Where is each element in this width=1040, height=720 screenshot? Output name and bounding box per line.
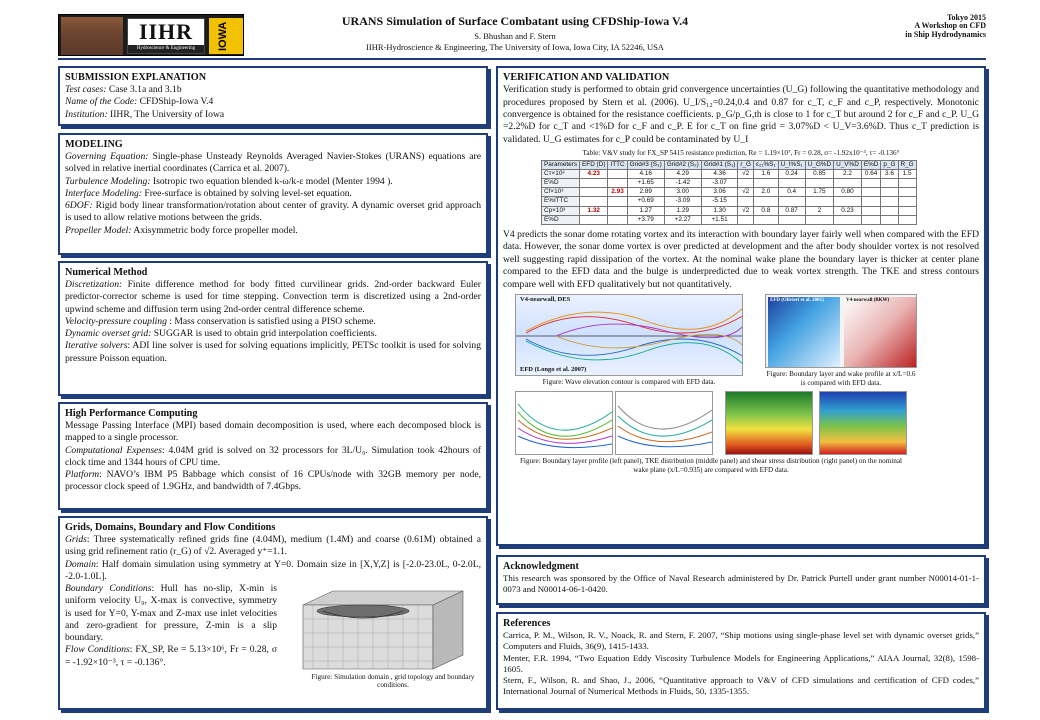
table-cell xyxy=(898,206,916,215)
platform-text: : NAVO’s IBM P5 Babbage which consist of 16 CPUs/node with 32GB memory per node, processor clock speed of 1.9GHz, and bandwidth of 7.4Gbps. xyxy=(65,469,481,493)
table-row xyxy=(542,188,917,197)
tke-figure xyxy=(615,391,713,455)
acknowledgment-heading: Acknowledgment xyxy=(503,561,579,572)
test-cases-label: Test cases: xyxy=(65,84,107,96)
modeling-heading: MODELING xyxy=(65,139,123,150)
table-cell: 4.36 xyxy=(701,169,738,178)
table-row xyxy=(542,169,917,178)
table-cell: Cт×10³ xyxy=(542,169,580,178)
building-photo xyxy=(61,17,123,55)
vv-header-cell: p_G xyxy=(881,160,898,169)
discretization-label: Discretization: xyxy=(65,279,123,291)
table-cell xyxy=(580,188,608,197)
modeling-box xyxy=(58,133,488,255)
vv-header-cell: Parameters xyxy=(542,160,580,169)
table-cell: 1.5 xyxy=(898,169,916,178)
table-cell: 2.93 xyxy=(608,188,627,197)
6dof-label: 6DOF: xyxy=(65,200,93,212)
table-cell: 3.00 xyxy=(664,188,701,197)
numerical-discretization xyxy=(65,279,481,316)
table-cell: 1.32 xyxy=(580,206,608,215)
boundary-layer-caption: Figure: Boundary layer and wake profile at x/L=0.6 is compared with EFD data. xyxy=(766,370,916,387)
table-cell xyxy=(580,197,608,206)
numerical-heading: Numerical Method xyxy=(65,267,148,278)
propeller-text: Axisymmetric body force propeller model. xyxy=(131,224,298,236)
turbulence-label: Turbulence Modeling: xyxy=(65,175,151,187)
institution-label: Institution: xyxy=(65,108,108,120)
grids-grids xyxy=(65,534,481,559)
header-logo-panel xyxy=(58,14,244,56)
modeling-turbulence xyxy=(65,176,481,188)
table-cell xyxy=(898,188,916,197)
table-cell: Cp×10³ xyxy=(542,206,580,215)
vv-table-caption: Table: V&V study for FX_SP 5415 resistance prediction, Re = 1.19×10⁷, Fr = 0.28, σ= -1.92x10⁻³, τ= -0.136° xyxy=(582,149,900,158)
wave-tag-top: V4-nearwall, DES xyxy=(520,296,571,304)
table-cell: 0.85 xyxy=(805,169,833,178)
hpc-expenses xyxy=(65,445,481,470)
table-cell xyxy=(881,179,898,188)
bl-tag-left: EFD (Olivieri et al. 2001) xyxy=(770,298,824,304)
table-cell: 0.87 xyxy=(778,206,805,215)
hpc-box xyxy=(58,402,488,510)
table-cell xyxy=(738,179,754,188)
hpc-heading: High Performance Computing xyxy=(65,408,198,419)
governing-text: Single-phase Unsteady Reynolds Averaged Navier-Stokes (URANS) equations are solved in relative inertial coordinates (Carrica et al. 2007). xyxy=(65,151,481,175)
table-cell: 0.4 xyxy=(778,188,805,197)
vv-header-cell: U_V%D xyxy=(834,160,862,169)
grids-box xyxy=(58,516,488,710)
table-cell: √2 xyxy=(738,169,754,178)
table-row xyxy=(542,197,917,206)
references-box xyxy=(496,612,986,710)
numerical-iterative xyxy=(65,340,481,365)
event-line-3: in Ship Hydrodynamics xyxy=(905,29,986,39)
table-cell: 0.23 xyxy=(834,206,862,215)
turbulence-text: Isotropic two equation blended k-ω/k-ε model (Menter 1994 ). xyxy=(150,175,393,187)
grids-flow xyxy=(65,644,277,669)
table-cell xyxy=(834,215,862,224)
domain-text: : Half domain simulation using symmetry at Y=0. Domain size in [X,Y,Z] is [-2.0-23.0L, 0-2.0L, -2.0-1.0L]. xyxy=(65,558,481,582)
table-cell: +0.69 xyxy=(627,197,664,206)
grids-domain xyxy=(65,559,481,584)
institution-value: IIHR, The University of Iowa xyxy=(107,108,225,120)
domain-figure-caption: Figure: Simulation domain , grid topology and boundary conditions. xyxy=(311,673,475,690)
table-cell xyxy=(738,197,754,206)
table-cell: 0.8 xyxy=(754,206,779,215)
vv-header-cell: U_G%D xyxy=(805,160,833,169)
hpc-intro: Message Passing Interface (MPI) based domain decomposition is used, where each decomposed block is mapped to a single processor. xyxy=(65,420,481,444)
table-cell xyxy=(881,197,898,206)
table-cell xyxy=(881,215,898,224)
verification-heading: VERIFICATION AND VALIDATION xyxy=(503,72,670,83)
flow-label: Flow Conditions xyxy=(65,644,130,656)
event-line-2: A Workshop on CFD xyxy=(914,21,986,31)
header-rule xyxy=(58,58,986,60)
vv-header-cell: EFD (D) xyxy=(580,160,608,169)
table-cell xyxy=(834,179,862,188)
table-cell: +3.79 xyxy=(627,215,664,224)
acknowledgment-box xyxy=(496,555,986,605)
table-cell xyxy=(861,215,881,224)
vv-header-cell: ε₂₁%S₁ xyxy=(754,160,779,169)
table-cell xyxy=(754,197,779,206)
table-cell xyxy=(861,206,881,215)
boundary-text: : Hull has no-slip, X-min is uniform velocity U₀, X-max is convective, symmetry is used for Y=0, Y-max and Z-max use inlet velocities and zero-gradient for pressure, Z-min is a slip boundary. xyxy=(65,583,277,644)
submission-code xyxy=(65,96,481,108)
vv-table-body xyxy=(542,169,917,224)
table-cell xyxy=(898,179,916,188)
table-row xyxy=(542,215,917,224)
verification-para2: V4 predicts the sonar dome rotating vortex and its interaction with boundary layer fairly well when compared with the EFD data. However, the sonar dome vortex is over predicted at development and the after body shoulder vortex is not resolved well suggesting rapid dissipation of the vortex. At the nominal wake plane the boundary layer is thicker at center plane compared to the EFD data and the bulge is underpredicted due to weak vortex strength. The TKE and stress contours compare well with EFD qualitatively but not quantitatively. xyxy=(503,228,979,290)
table-cell xyxy=(861,188,881,197)
wave-tag-bottom: EFD (Longo et al. 2007) xyxy=(520,366,587,374)
table-cell: 3.6 xyxy=(881,169,898,178)
iterative-label: Iterative solvers xyxy=(65,340,128,352)
interface-text: Free-surface is obtained by solving level-set equation. xyxy=(142,187,352,199)
reference-2: Menter, F.R. 1994, “Two Equation Eddy Viscosity Turbulence Models for Engineering Applications,” AIAA Journal, 32(8), 1598-1605. xyxy=(503,652,979,674)
boundary-layer-figure xyxy=(765,294,917,368)
figures-row-2 xyxy=(503,391,979,477)
table-cell xyxy=(834,197,862,206)
reference-3: Stern, F., Wilson, R. and Shao, J., 2006, “Quantitative approach to V&V of CFD simulations and certification of CFD codes,” International Journal of Numerical Methods in Fluids, 50, 1335-1355. xyxy=(503,675,979,697)
table-cell: 4.16 xyxy=(627,169,664,178)
table-cell: 2.0 xyxy=(754,188,779,197)
vv-table-header-row xyxy=(542,160,917,169)
table-cell: -1.42 xyxy=(664,179,701,188)
figures-row-1 xyxy=(503,294,979,390)
numerical-vp-coupling xyxy=(65,316,481,328)
submission-box xyxy=(58,66,488,126)
table-cell: -3.09 xyxy=(664,197,701,206)
table-cell xyxy=(881,206,898,215)
table-cell: +1.65 xyxy=(627,179,664,188)
table-cell: 2.2 xyxy=(834,169,862,178)
table-cell xyxy=(608,215,627,224)
vp-coupling-text: : Mass conservation is satisfied using a PISO scheme. xyxy=(166,315,376,327)
iihr-logo-sub: Hydroscience & Engineering xyxy=(128,45,204,53)
table-cell: -5.15 xyxy=(701,197,738,206)
governing-label: Governing Equation: xyxy=(65,151,149,163)
table-cell xyxy=(778,179,805,188)
table-cell xyxy=(608,179,627,188)
overset-label: Dynamic overset grid: xyxy=(65,328,152,340)
verification-para1: Verification study is performed to obtain grid convergence uncertainties (U_G) following the quantitative methodology and procedures proposed by Stern et al. (2006). U_I/S₁₂=0.24,0.4 and 0.87 for c_T, c_F and c_P, respectively. Monotonic convergence is obtained for the resistance coefficients. p_G/p_G,th is close to 1 for c_T but around 2 for c_F and c_P. U_G =2.2%D for c_T and <1%D for c_F and c_P. E for c_T on fine grid = 3.07%D < U_V=3.6%D. Thus c_T prediction is validated. U_G estimates for c_P could be contaminated by U_I xyxy=(503,84,979,145)
table-cell: E%D xyxy=(542,215,580,224)
event-line-1: Tokyo 2015 xyxy=(946,13,986,22)
table-row xyxy=(542,179,917,188)
table-cell: 4.23 xyxy=(580,169,608,178)
table-cell xyxy=(778,197,805,206)
table-cell: 0.64 xyxy=(861,169,881,178)
poster-authors: S. Bhushan and F. Stern xyxy=(474,31,556,41)
table-cell xyxy=(778,215,805,224)
table-cell xyxy=(580,179,608,188)
table-cell xyxy=(898,197,916,206)
table-cell: 2 xyxy=(805,206,833,215)
table-cell: Cf×10³ xyxy=(542,188,580,197)
code-label: Name of the Code: xyxy=(65,96,138,108)
iterative-text: : ADI line solver is used for solving equations implicitly, PETSc toolkit is used for solving pressure Poisson equation. xyxy=(65,340,481,364)
vv-header-cell: E%D xyxy=(861,160,881,169)
bl-profile-figure xyxy=(515,391,613,455)
bl-panel-left xyxy=(768,297,840,367)
table-cell: 1.27 xyxy=(627,206,664,215)
propeller-label: Propeller Model: xyxy=(65,224,132,236)
table-cell: 1.75 xyxy=(805,188,833,197)
event-badge xyxy=(902,14,986,52)
table-cell xyxy=(805,197,833,206)
submission-institution xyxy=(65,109,481,121)
test-cases-value: Case 3.1a and 3.1b xyxy=(106,84,182,96)
poster-affiliation: IIHR-Hydroscience & Engineering, The University of Iowa, Iowa City, IA 52246, USA xyxy=(366,42,664,52)
domain-figure xyxy=(283,585,483,673)
shear-left-figure xyxy=(725,391,813,455)
modeling-6dof xyxy=(65,200,481,225)
iihr-logo xyxy=(127,18,205,54)
table-cell: E%D xyxy=(542,179,580,188)
table-cell: 4.29 xyxy=(664,169,701,178)
table-cell: +1.51 xyxy=(701,215,738,224)
modeling-interface xyxy=(65,188,481,200)
flow-text: : FX_SP, Re = 5.13×10⁶, Fr = 0.28, σ = -1.92×10⁻³, τ = -0.136°. xyxy=(65,644,278,668)
grids-heading: Grids, Domains, Boundary and Flow Conditions xyxy=(65,522,276,533)
vv-table xyxy=(541,160,917,225)
grids-lower-text xyxy=(65,583,277,669)
wave-figure-caption: Figure: Wave elevation contour is compared with EFD data. xyxy=(542,378,716,387)
table-cell xyxy=(881,188,898,197)
table-cell xyxy=(754,179,779,188)
modeling-governing xyxy=(65,151,481,176)
vv-header-cell: U_I%S₁ xyxy=(778,160,805,169)
table-cell xyxy=(805,179,833,188)
iihr-logo-text: IIHR xyxy=(138,19,194,44)
overset-text: SUGGAR is used to obtain grid interpolation coefficients. xyxy=(151,328,377,340)
table-cell: 1.29 xyxy=(664,206,701,215)
tke-svg xyxy=(616,392,713,455)
header-text xyxy=(250,14,780,54)
references-heading: References xyxy=(503,618,551,629)
discretization-text: Finite difference method for body fitted curvilinear grids. 2nd-order backward Euler predictor-corrector scheme is used for time stepping. Convection term is discretized using a 2nd-order upwind scheme and diffusion term using 2nd-order central difference scheme. xyxy=(65,279,481,315)
submission-test-cases xyxy=(65,84,481,96)
table-cell xyxy=(754,215,779,224)
table-cell: 0.80 xyxy=(834,188,862,197)
table-cell: 3.06 xyxy=(701,188,738,197)
vv-header-cell: Grid#3 (S₃) xyxy=(627,160,664,169)
6dof-text: Rigid body linear transformation/rotation about center of gravity. A dynamic overset grid approach is used to allow relative motions between the grids. xyxy=(65,200,481,224)
domain-figure-svg xyxy=(283,585,483,673)
code-value: CFDShip-Iowa V.4 xyxy=(137,96,214,108)
numerical-box xyxy=(58,261,488,396)
table-cell xyxy=(861,179,881,188)
table-row xyxy=(542,206,917,215)
poster-title: URANS Simulation of Surface Combatant using CFDShip-Iowa V.4 xyxy=(341,14,689,28)
iowa-logo-text: IOWA xyxy=(217,21,229,51)
vv-header-cell: Grid#2 (S₂) xyxy=(664,160,701,169)
submission-heading: SUBMISSION EXPLANATION xyxy=(65,72,207,83)
table-cell: √2 xyxy=(738,206,754,215)
table-cell xyxy=(898,215,916,224)
table-cell: +2.27 xyxy=(664,215,701,224)
table-cell xyxy=(608,169,627,178)
expenses-label: Computational Expenses xyxy=(65,444,163,456)
table-cell: 1.30 xyxy=(701,206,738,215)
numerical-overset xyxy=(65,328,481,340)
domain-label: Domain xyxy=(65,558,96,570)
grids-lower xyxy=(65,583,481,695)
boundary-label: Boundary Conditions xyxy=(65,583,152,595)
grids-text: : Three systematically refined grids fine (4.04M), medium (1.4M) and coarse (0.61M) obtained a using grid refinement ratio (r_G) of √2. Averaged y⁺=1.1. xyxy=(65,534,481,558)
vp-coupling-label: Velocity-pressure coupling xyxy=(65,315,167,327)
hpc-platform xyxy=(65,469,481,494)
modeling-propeller xyxy=(65,225,481,237)
verification-box xyxy=(496,66,986,546)
bl-panel-right xyxy=(844,297,916,367)
vv-header-cell: Grid#1 (S₁) xyxy=(701,160,738,169)
bl-tag-right: V4-nearwall (BKW) xyxy=(846,298,890,304)
wave-elevation-figure xyxy=(515,294,743,376)
platform-label: Platform xyxy=(65,469,100,481)
vv-header-cell: R_G xyxy=(898,160,916,169)
wake-plane-caption: Figure: Boundary layer profile (left panel), TKE distribution (middle panel) and shear stress distribution (right panel) on the nominal wake plane (x/L=0.935) are compared with EFD data. xyxy=(519,457,903,474)
table-cell: 2.89 xyxy=(627,188,664,197)
table-cell xyxy=(580,215,608,224)
table-cell xyxy=(805,215,833,224)
bl-profile-svg xyxy=(516,392,613,455)
interface-label: Interface Modeling: xyxy=(65,187,142,199)
acknowledgment-text: This research was sponsored by the Office of Naval Research administered by Dr. Patrick Purtell under grant number N00014-01-1-0073 and N00014-06-1-0420. xyxy=(503,573,979,595)
table-cell: E%ITTC xyxy=(542,197,580,206)
table-cell xyxy=(608,206,627,215)
expenses-text: : 4.04M grid is solved on 32 processors for 3L/U₀. Simulation took 42hours of clock time and 1344 hours of CPU time. xyxy=(65,444,481,468)
grids-label: Grids xyxy=(65,534,87,546)
vv-header-cell: r_G xyxy=(738,160,754,169)
grids-boundary xyxy=(65,583,277,644)
vv-table-wrap xyxy=(541,160,979,225)
table-cell: 1.6 xyxy=(754,169,779,178)
reference-1: Carrica, P. M., Wilson, R. V., Noack, R. and Stern, F. 2007, “Ship motions using single-phase level set with dynamic overset grids,” Computers and Fluids, 36(9), 1415-1433. xyxy=(503,630,979,652)
table-cell xyxy=(608,197,627,206)
iowa-logo xyxy=(209,18,243,54)
table-cell xyxy=(861,197,881,206)
shear-right-figure xyxy=(819,391,907,455)
table-cell: 0.24 xyxy=(778,169,805,178)
table-cell: -3.07 xyxy=(701,179,738,188)
table-cell xyxy=(738,215,754,224)
vv-header-cell: ITTC xyxy=(608,160,627,169)
wave-contour-svg xyxy=(516,295,743,376)
table-cell: √2 xyxy=(738,188,754,197)
